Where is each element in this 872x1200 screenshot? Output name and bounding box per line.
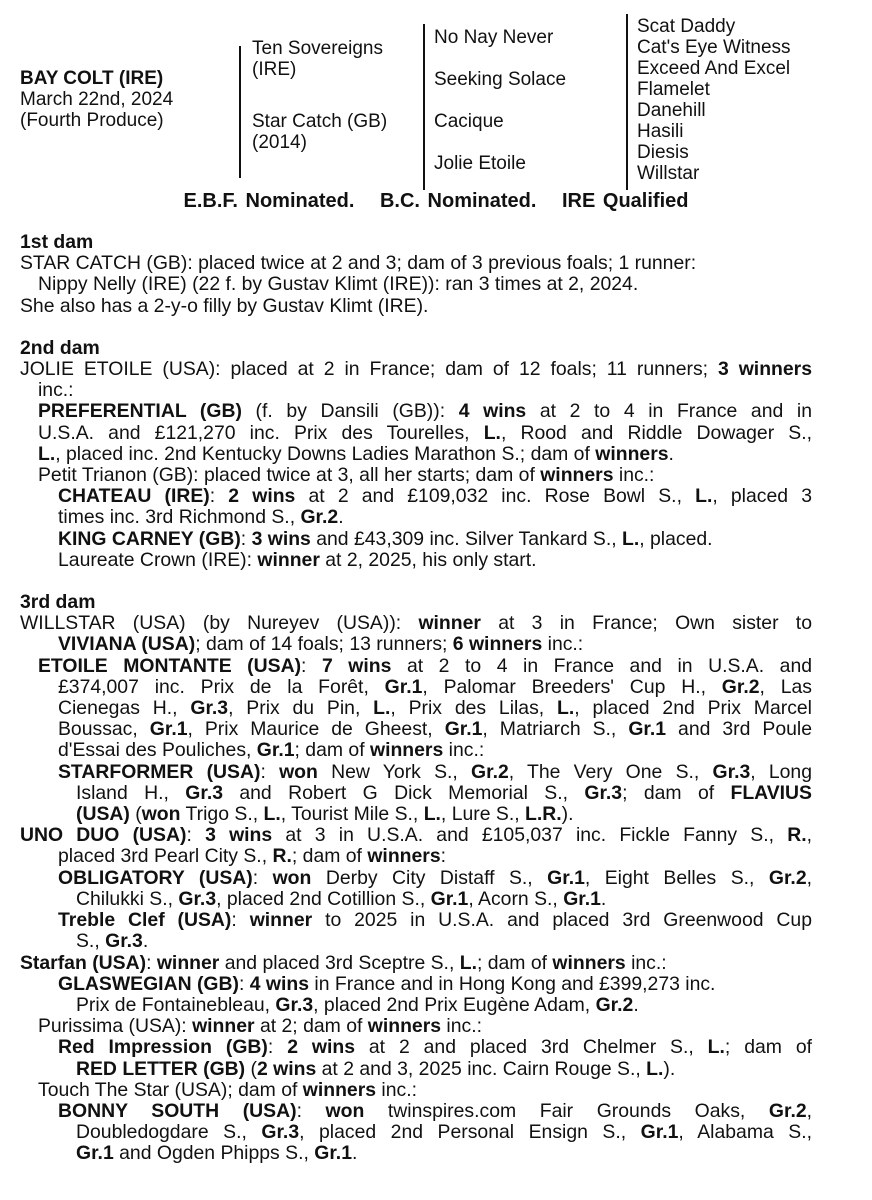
grandparent: Seeking Solace xyxy=(434,69,567,90)
nomination: E.B.F. Nominated. xyxy=(183,190,355,212)
great-grandparent: Danehill xyxy=(637,100,706,121)
text-line: U.S.A. and £121,270 inc. Prix des Tourelles, L., Rood and Riddle Dowager S., xyxy=(38,421,812,444)
text-line: UNO DUO (USA): 3 wins at 3 in U.S.A. and £105,037 inc. Fickle Fanny S., R., xyxy=(20,824,813,847)
colt-produce: (Fourth Produce) xyxy=(20,110,164,131)
great-grandparents xyxy=(637,16,791,184)
great-grandparent: Scat Daddy xyxy=(637,16,736,37)
colt-dob: March 22nd, 2024 xyxy=(20,89,174,110)
text-line: Boussac, Gr.1, Prix Maurice de Gheest, Gr.1, Matriarch S., Gr.1 and 3rd Poule xyxy=(58,718,812,741)
text-line: Gr.1 and Ogden Phipps S., Gr.1. xyxy=(76,1142,358,1165)
nomination: B.C. Nominated. xyxy=(379,190,537,212)
dam-year: (2014) xyxy=(252,132,307,153)
text-line: Nippy Nelly (IRE) (22 f. by Gustav Klimt (IRE)): ran 3 times at 2, 2024. xyxy=(38,273,639,296)
text-line: Touch The Star (USA); dam of winners inc.: xyxy=(38,1078,417,1101)
text-line: STAR CATCH (GB): placed twice at 2 and 3; dam of 3 previous foals; 1 runner: xyxy=(20,252,697,275)
text-line: £374,007 inc. Prix de la Forêt, Gr.1, Palomar Breeders' Cup H., Gr.2, Las xyxy=(58,675,812,698)
grandparent: Jolie Etoile xyxy=(434,153,526,174)
colt-name: BAY COLT (IRE) xyxy=(20,68,164,89)
text-line: Laureate Crown (IRE): winner at 2, 2025, his only start. xyxy=(58,548,537,571)
lot-header xyxy=(20,68,173,131)
text-line: d'Essai des Pouliches, Gr.1; dam of winners inc.: xyxy=(58,739,485,762)
nominations-line xyxy=(0,190,872,213)
text-line: Cienegas H., Gr.3, Prix du Pin, L., Prix des Lilas, L., placed 2nd Prix Marcel xyxy=(58,697,812,720)
text-line: (USA) (won Trigo S., L., Tourist Mile S., L., Lure S., L.R.). xyxy=(76,803,574,826)
text-line: OBLIGATORY (USA): won Derby City Distaff S., Gr.1, Eight Belles S., Gr.2, xyxy=(58,866,812,889)
text-line: VIVIANA (USA); dam of 14 foals; 13 runners; 6 winners inc.: xyxy=(58,633,584,656)
first-dam-section xyxy=(20,232,812,317)
text-line: Starfan (USA): winner and placed 3rd Sceptre S., L.; dam of winners inc.: xyxy=(20,951,667,974)
text-line: Red Impression (GB): 2 wins at 2 and placed 3rd Chelmer S., L.; dam of xyxy=(58,1036,812,1059)
great-grandparent: Hasili xyxy=(637,121,684,142)
dam-name: Star Catch (GB) xyxy=(252,111,388,132)
third-dam-section xyxy=(20,592,812,1164)
text-line: inc.: xyxy=(38,379,74,402)
text-line: KING CARNEY (GB): 3 wins and £43,309 inc. Silver Tankard S., L., placed. xyxy=(58,527,713,550)
great-grandparent: Exceed And Excel xyxy=(637,58,791,79)
pedigree-bracket-line xyxy=(423,24,425,190)
text-line: Petit Trianon (GB): placed twice at 3, all her starts; dam of winners inc.: xyxy=(38,464,655,487)
text-line: Island H., Gr.3 and Robert G Dick Memorial S., Gr.3; dam of FLAVIUS xyxy=(76,781,812,804)
great-grandparent: Willstar xyxy=(637,163,700,184)
nomination: IRE Qualified xyxy=(562,190,689,212)
text-line: PREFERENTIAL (GB) (f. by Dansili (GB)): 4 wins at 2 to 4 in France and in xyxy=(38,400,812,423)
great-grandparent: Cat's Eye Witness xyxy=(637,37,791,58)
text-line: S., Gr.3. xyxy=(76,930,149,953)
section-heading: 1st dam xyxy=(20,231,94,253)
dam-line-text xyxy=(20,232,812,1165)
text-line: L., placed inc. 2nd Kentucky Downs Ladies Marathon S.; dam of winners. xyxy=(38,442,674,465)
text-line: WILLSTAR (USA) (by Nureyev (USA)): winner at 3 in France; Own sister to xyxy=(20,612,812,635)
pedigree-bracket-line xyxy=(626,14,628,190)
second-dam-section xyxy=(20,338,812,571)
text-line: She also has a 2-y-o filly by Gustav Klimt (IRE). xyxy=(20,294,429,317)
grandparent: No Nay Never xyxy=(434,27,554,48)
section-heading: 3rd dam xyxy=(20,591,96,614)
pedigree-bracket-line xyxy=(239,46,241,178)
text-line: placed 3rd Pearl City S., R.; dam of winners: xyxy=(58,845,447,868)
text-line: JOLIE ETOILE (USA): placed at 2 in France; dam of 12 foals; 11 runners; 3 winners xyxy=(20,358,812,381)
grandparent: Cacique xyxy=(434,111,504,132)
great-grandparent: Flamelet xyxy=(637,79,710,100)
section-heading: 2nd dam xyxy=(20,336,100,359)
text-line: ETOILE MONTANTE (USA): 7 wins at 2 to 4 in France and in U.S.A. and xyxy=(38,654,813,677)
sire xyxy=(252,38,383,80)
text-line: Doubledogdare S., Gr.3, placed 2nd Personal Ensign S., Gr.1, Alabama S., xyxy=(76,1121,813,1144)
text-line: Purissima (USA): winner at 2; dam of winners inc.: xyxy=(38,1015,482,1038)
sire-country: (IRE) xyxy=(252,59,297,80)
great-grandparent: Diesis xyxy=(637,142,689,163)
dam xyxy=(252,111,387,153)
sire-name: Ten Sovereigns xyxy=(252,38,383,59)
text-line: STARFORMER (USA): won New York S., Gr.2, The Very One S., Gr.3, Long xyxy=(58,760,813,783)
pedigree-table xyxy=(0,10,872,188)
text-line: Chilukki S., Gr.3, placed 2nd Cotillion S., Gr.1, Acorn S., Gr.1. xyxy=(76,887,607,910)
text-line: times inc. 3rd Richmond S., Gr.2. xyxy=(58,506,344,529)
text-line: GLASWEGIAN (GB): 4 wins in France and in Hong Kong and £399,273 inc. xyxy=(58,972,716,995)
text-line: BONNY SOUTH (USA): won twinspires.com Fair Grounds Oaks, Gr.2, xyxy=(58,1099,813,1122)
text-line: RED LETTER (GB) (2 wins at 2 and 3, 2025 inc. Cairn Rouge S., L.). xyxy=(76,1057,676,1080)
text-line: Treble Clef (USA): winner to 2025 in U.S.A. and placed 3rd Greenwood Cup xyxy=(58,909,812,932)
text-line: Prix de Fontainebleau, Gr.3, placed 2nd Prix Eugène Adam, Gr.2. xyxy=(76,993,639,1016)
text-line: CHATEAU (IRE): 2 wins at 2 and £109,032 inc. Rose Bowl S., L., placed 3 xyxy=(58,485,812,508)
